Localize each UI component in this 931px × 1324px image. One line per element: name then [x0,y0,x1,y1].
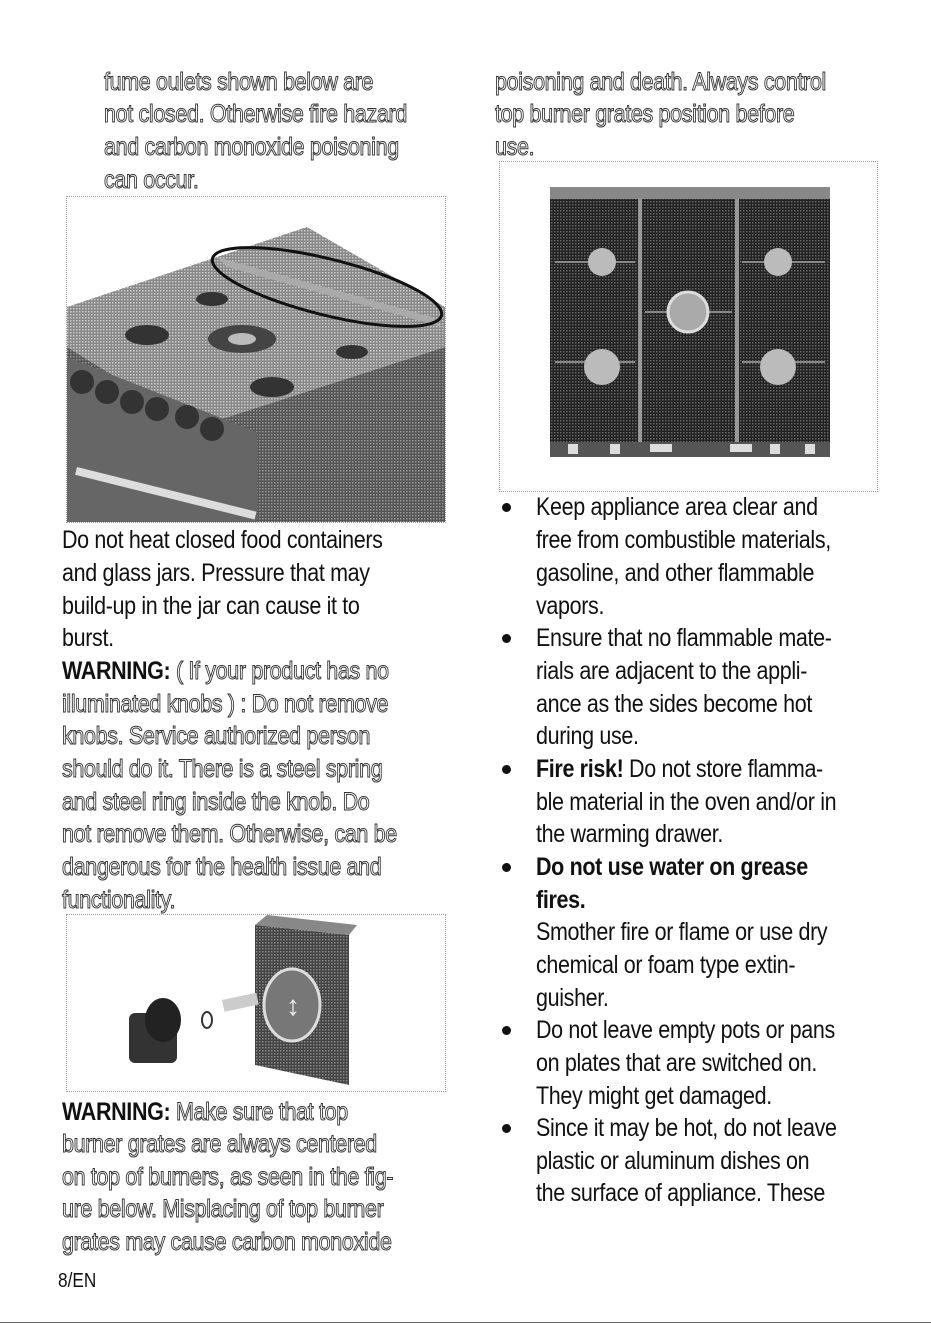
para-line: build-up in the jar can cause it to [62,592,360,620]
warning-line: not remove them. Otherwise, can be [62,820,397,848]
bullet-line: guisher. [536,984,609,1012]
bullet-line: Ensure that no flammable mate- [536,624,832,652]
intro-line: can occur. [104,166,199,194]
warning-line: grates may cause carbon monoxide [62,1228,392,1256]
bullet-icon [502,765,511,774]
bullet-icon [502,863,511,872]
warning-line: ure below. Misplacing of top burner [62,1195,384,1223]
fire-risk-label: Fire risk! [536,755,624,783]
bullet-icon [502,1124,511,1133]
intro-line: poisoning and death. Always control [495,68,827,96]
page-bottom-divider [0,1322,931,1323]
intro-line: not closed. Otherwise fire hazard [104,100,407,128]
warning-line: and steel ring inside the knob. Do [62,788,370,816]
warning-text: ( If your product has no [170,657,389,685]
bullet-line: rials are adjacent to the appli- [536,657,808,685]
knob-figure [66,914,446,1092]
intro-line: use. [495,133,535,161]
intro-line: top burner grates position before [495,100,795,128]
bullet-line: plastic or aluminum dishes on [536,1147,810,1175]
bullet-line: the surface of appliance. These [536,1179,825,1207]
burner-grates-illustration-icon [500,162,877,491]
bullet-text: Do not store flamma- [623,755,823,783]
para-line: burst. [62,624,114,652]
bullet-icon [502,1026,511,1035]
intro-line: and carbon monoxide poisoning [104,133,399,161]
warning-line: on top of burners, as seen in the fig- [62,1163,394,1191]
bullet-line: gasoline, and other flammable [536,559,815,587]
para-line: Do not heat closed food containers [62,526,383,554]
cooker-figure [66,196,446,523]
bullet-line: Do not leave empty pots or pans [536,1016,835,1044]
page-number: 8/EN [58,1270,97,1292]
bullet-line: They might get damaged. [536,1082,772,1110]
bullet-line: vapors. [536,592,605,620]
bullet-line: ble material in the oven and/or in [536,788,837,816]
bullet-line: ance as the sides become hot [536,690,813,718]
warning-line: knobs. Service authorized person [62,722,371,750]
svg-text:↕: ↕ [286,990,300,1021]
bullet-line: Keep appliance area clear and [536,493,818,521]
intro-line: fume oulets shown below are [104,68,374,96]
bullet-line: chemical or foam type extin- [536,951,796,979]
bullet-icon [502,503,511,512]
bullet-line: Smother fire or flame or use dry [536,918,828,946]
warning-line: illuminated knobs ) : Do not remove [62,690,389,718]
bullet-bold-line: fires. [536,886,586,914]
bullet-first-line [536,753,823,786]
bullet-line: the warming drawer. [536,820,724,848]
knob-illustration-icon [67,915,445,1091]
para-line: and glass jars. Pressure that may [62,559,370,587]
warning-2-first-line [62,1096,348,1129]
warning-line: burner grates are always centered [62,1130,377,1158]
warning-label: WARNING: [62,657,171,685]
grates-figure [499,161,878,492]
warning-1-first-line [62,655,389,688]
bullet-line: during use. [536,722,639,750]
bullet-line: on plates that are switched on. [536,1049,817,1077]
warning-line: should do it. There is a steel spring [62,755,383,783]
bullet-bold-line: Do not use water on grease [536,853,808,881]
warning-text: Make sure that top [170,1098,348,1126]
bullet-line: free from combustible materials, [536,526,831,554]
cooker-illustration-icon [67,197,445,522]
bullet-line: Since it may be hot, do not leave [536,1114,837,1142]
warning-line: dangerous for the health issue and [62,853,382,881]
bullet-icon [502,634,511,643]
warning-label: WARNING: [62,1098,171,1126]
warning-line: functionality. [62,886,176,914]
